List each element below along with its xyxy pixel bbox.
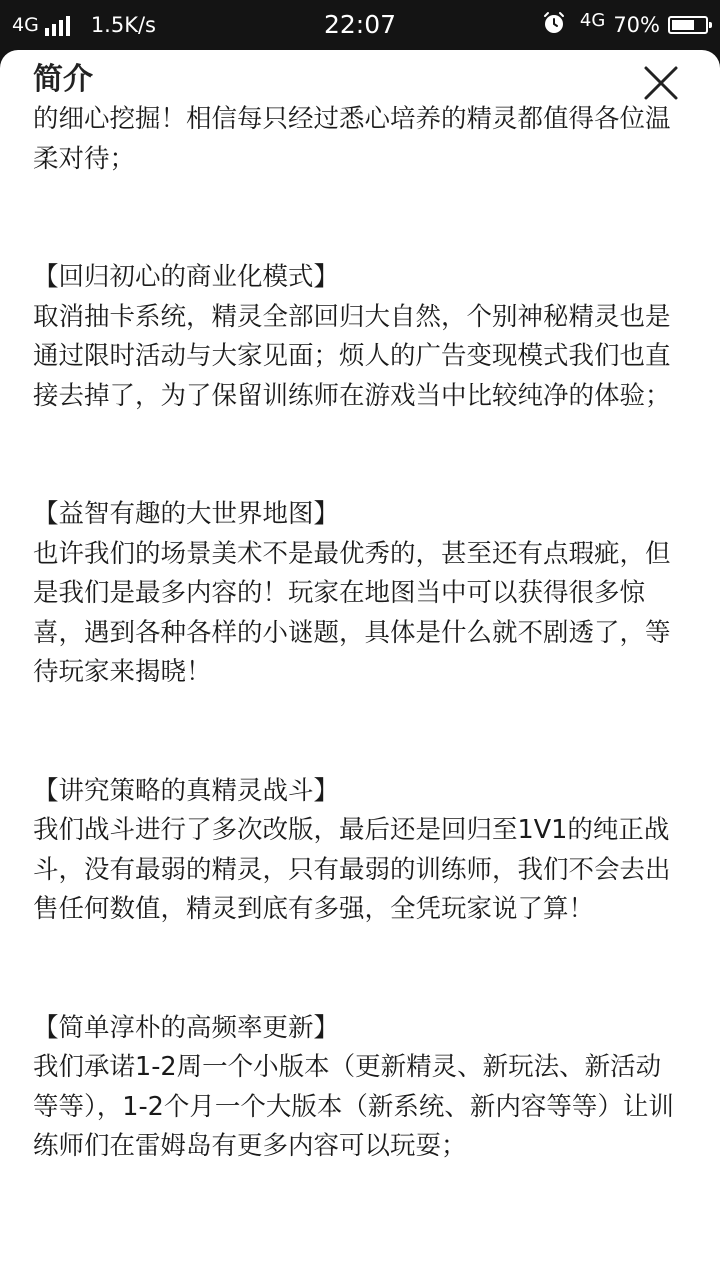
status-right [542, 10, 708, 40]
intro-paragraph [33, 772, 683, 930]
network-type: 4G [12, 14, 39, 36]
sheet-title: 简介 [33, 62, 93, 97]
battery-percent: 70% [613, 13, 660, 37]
battery-fill [672, 20, 694, 30]
battery-icon [668, 16, 708, 34]
paragraph-heading: 【回归初心的商业化模式】 [33, 262, 340, 292]
intro-paragraph [33, 1009, 683, 1167]
paragraph-body: 取消抽卡系统，精灵全部回归大自然，个别神秘精灵也是通过限时活动与大家见面；烦人的广告变现模式我们也直接去掉了，为了保留训练师在游戏当中比较纯净的体验； [33, 301, 671, 411]
network-speed: 1.5K/s [90, 13, 156, 37]
intro-content[interactable] [33, 100, 683, 1246]
paragraph-body: 我们战斗进行了多次改版，最后还是回归至1V1的纯正战斗，没有最弱的精灵，只有最弱的训练师，我们不会去出售任何数值，精灵到底有多强，全凭玩家说了算！ [33, 815, 671, 924]
alarm-icon [542, 11, 566, 40]
network-type-right: 4G [579, 10, 606, 31]
intro-sheet [0, 50, 720, 1280]
paragraph-body: 我们承诺1-2周一个小版本（更新精灵、新玩法、新活动等等），1-2个月一个大版本（新系统、新内容等等）让训练师们在雷姆岛有更多内容可以玩耍； [33, 1052, 674, 1161]
status-bar [0, 0, 720, 50]
intro-paragraph [33, 258, 683, 416]
paragraph-body: 的细心挖掘！相信每只经过悉心培养的精灵都值得各位温柔对待； [33, 104, 671, 174]
paragraph-heading: 【益智有趣的大世界地图】 [33, 499, 340, 529]
paragraph-body: 也许我们的场景美术不是最优秀的，甚至还有点瑕疵，但是我们是最多内容的！玩家在地图当中可以获得很多惊喜，遇到各种各样的小谜题，具体是什么就不剧透了，等待玩家来揭晓！ [33, 538, 671, 687]
paragraph-heading: 【讲究策略的真精灵战斗】 [33, 775, 340, 806]
intro-paragraph [33, 100, 683, 179]
intro-paragraph [33, 495, 683, 693]
paragraph-heading: 【简单淳朴的高频率更新】 [33, 1012, 340, 1043]
status-time: 22:07 [323, 10, 397, 39]
close-icon [643, 65, 679, 101]
